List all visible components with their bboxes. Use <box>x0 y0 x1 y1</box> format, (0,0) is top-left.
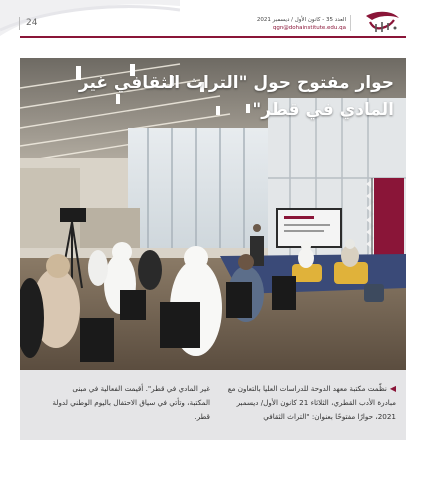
caption-text-right: نظّمت مكتبة معهد الدوحة للدراسات العليا بالتعاون مع مبادرة الأدب القطري، الثلاثاء 21 كانون الأول/ ديسمبر 2021، حوارًا مفتوحًا بعنوان: "التراث الثقافي <box>227 384 396 421</box>
header-divider <box>350 15 351 31</box>
issue-line: العدد 35 - كانون الأول / ديسمبر 2021 <box>256 17 346 23</box>
page-number: 24 <box>26 18 38 28</box>
issue-info <box>257 16 346 32</box>
page-number-separator <box>19 17 20 30</box>
caption-column-right <box>218 382 396 424</box>
caption-box <box>20 370 406 440</box>
caption-column-left: غير المادي في قطر". أقيمت الفعالية في مبنى المكتبة، وتأتي في سياق الاحتفال باليوم الوطني لدولة قطر. <box>52 384 210 421</box>
contact-email: qgn@dohainstitute.edu.qa <box>272 25 346 31</box>
bullet-arrow-icon: ◀ <box>389 384 396 393</box>
header-rule <box>20 36 406 38</box>
magazine-logo-icon <box>362 10 402 36</box>
article-headline: حوار مفتوح حول "التراث الثقافي غير المادي في قطر" <box>78 73 394 120</box>
